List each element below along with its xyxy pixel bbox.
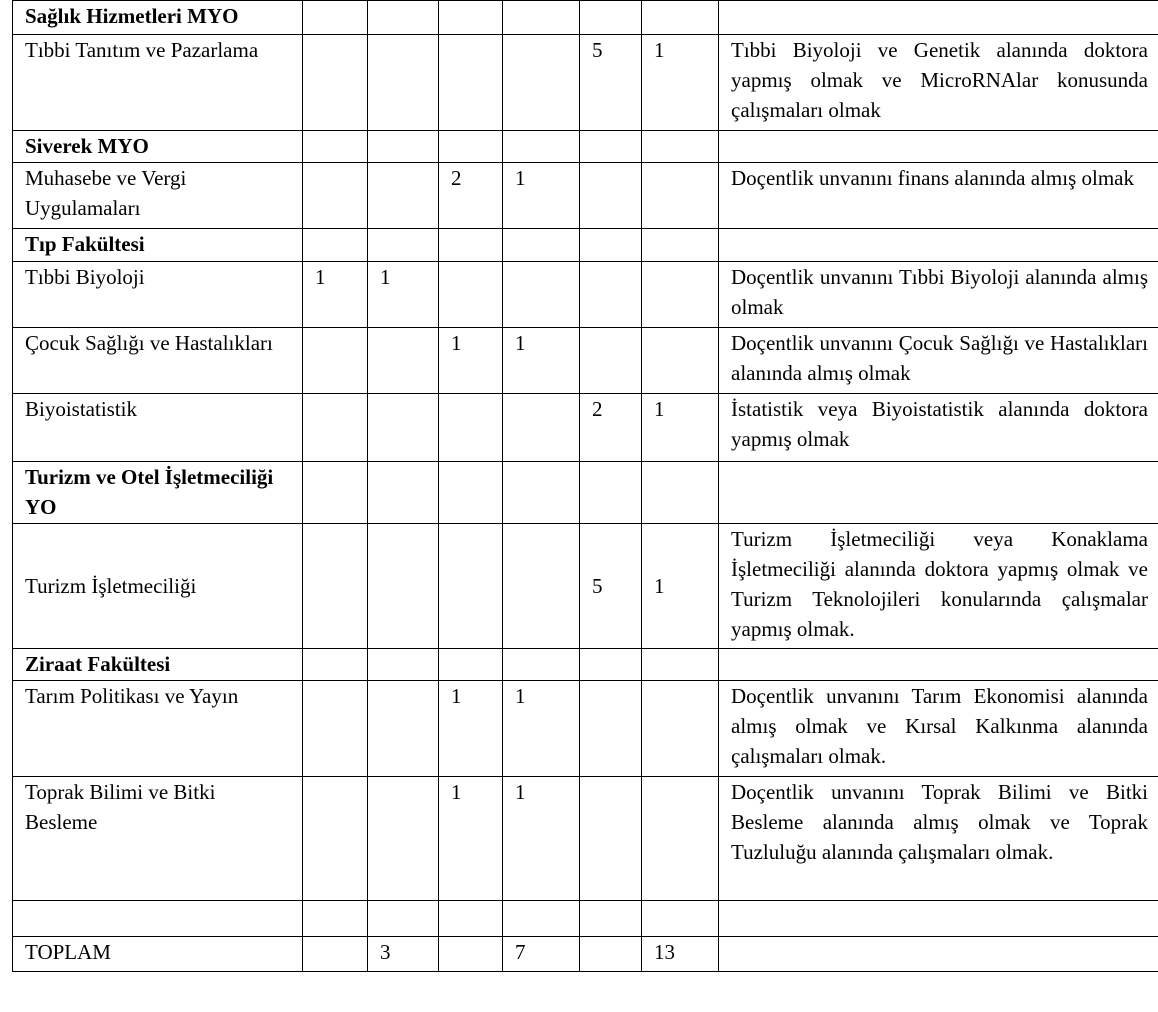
requirement-cell: Doçentlik unvanını Tıbbi Biyoloji alanında almış olmak	[719, 262, 1158, 328]
count-cell-4	[503, 649, 580, 681]
count-cell-4: 1	[503, 681, 580, 777]
section-row	[13, 229, 1158, 262]
department-name: Biyoistatistik	[13, 394, 303, 462]
count-cell-6	[642, 681, 719, 777]
requirement-cell	[719, 1, 1158, 35]
requirement-cell	[719, 462, 1158, 524]
count-cell-1	[303, 163, 368, 229]
count-cell-3	[439, 1, 503, 35]
count-cell-2	[368, 681, 439, 777]
count-cell-2: 1	[368, 262, 439, 328]
count-cell-5: 2	[580, 394, 642, 462]
requirement-cell: Doçentlik unvanını finans alanında almış olmak	[719, 163, 1158, 229]
count-cell-5	[580, 163, 642, 229]
count-cell-2	[368, 462, 439, 524]
count-cell-1	[303, 937, 368, 972]
count-cell-1	[303, 131, 368, 163]
count-cell-6: 13	[642, 937, 719, 972]
count-cell-4	[503, 901, 580, 937]
department-name: Tarım Politikası ve Yayın	[13, 681, 303, 777]
count-cell-2	[368, 131, 439, 163]
count-cell-2	[368, 649, 439, 681]
count-cell-1	[303, 394, 368, 462]
count-cell-4: 1	[503, 163, 580, 229]
count-cell-2	[368, 901, 439, 937]
count-cell-2	[368, 777, 439, 901]
count-cell-4	[503, 35, 580, 131]
count-cell-2	[368, 163, 439, 229]
count-cell-1	[303, 462, 368, 524]
section-row	[13, 462, 1158, 524]
count-cell-4	[503, 262, 580, 328]
table-row	[13, 163, 1158, 229]
requirement-cell: İstatistik veya Biyoistatistik alanında doktora yapmış olmak	[719, 394, 1158, 462]
requirement-cell	[719, 131, 1158, 163]
table-row	[13, 262, 1158, 328]
count-cell-2	[368, 524, 439, 649]
count-cell-3: 1	[439, 328, 503, 394]
count-cell-4	[503, 1, 580, 35]
count-cell-1: 1	[303, 262, 368, 328]
section-row	[13, 131, 1158, 163]
requirement-cell	[719, 649, 1158, 681]
department-name: TOPLAM	[13, 937, 303, 972]
count-cell-6	[642, 131, 719, 163]
count-cell-5	[580, 462, 642, 524]
count-cell-3: 2	[439, 163, 503, 229]
count-cell-4: 1	[503, 328, 580, 394]
count-cell-6	[642, 649, 719, 681]
count-cell-6	[642, 328, 719, 394]
requirement-cell	[719, 229, 1158, 262]
count-cell-3	[439, 901, 503, 937]
count-cell-4	[503, 131, 580, 163]
count-cell-2: 3	[368, 937, 439, 972]
count-cell-6: 1	[642, 35, 719, 131]
count-cell-5	[580, 1, 642, 35]
count-cell-2	[368, 1, 439, 35]
requirement-cell: Doçentlik unvanını Çocuk Sağlığı ve Hastalıkları alanında almış olmak	[719, 328, 1158, 394]
department-name: Toprak Bilimi ve Bitki Besleme	[13, 777, 303, 901]
table-row	[13, 681, 1158, 777]
count-cell-4	[503, 394, 580, 462]
section-row	[13, 649, 1158, 681]
count-cell-1	[303, 649, 368, 681]
count-cell-1	[303, 35, 368, 131]
count-cell-2	[368, 35, 439, 131]
count-cell-6: 1	[642, 524, 719, 649]
count-cell-1	[303, 681, 368, 777]
count-cell-5	[580, 328, 642, 394]
requirement-cell: Doçentlik unvanını Tarım Ekonomisi alanında almış olmak ve Kırsal Kalkınma alanında çalışmaları olmak.	[719, 681, 1158, 777]
count-cell-3	[439, 394, 503, 462]
count-cell-5	[580, 937, 642, 972]
count-cell-5: 5	[580, 524, 642, 649]
total-row	[13, 937, 1158, 972]
requirement-cell: Turizm İşletmeciliği veya Konaklama İşletmeciliği alanında doktora yapmış olmak ve Turizm Teknolojileri konularında çalışmalar yapmış olmak.	[719, 524, 1158, 649]
table-row	[13, 394, 1158, 462]
count-cell-1	[303, 328, 368, 394]
table-row	[13, 524, 1158, 649]
count-cell-4	[503, 462, 580, 524]
table-row	[13, 777, 1158, 901]
count-cell-4	[503, 524, 580, 649]
count-cell-4: 1	[503, 777, 580, 901]
count-cell-1	[303, 524, 368, 649]
count-cell-3	[439, 35, 503, 131]
count-cell-2	[368, 328, 439, 394]
section-title: Turizm ve Otel İşletmeciliği YO	[13, 462, 303, 524]
table-row	[13, 901, 1158, 937]
department-name: Turizm İşletmeciliği	[13, 524, 303, 649]
count-cell-4: 7	[503, 937, 580, 972]
count-cell-6	[642, 163, 719, 229]
section-title: Siverek MYO	[13, 131, 303, 163]
requirement-cell: Tıbbi Biyoloji ve Genetik alanında doktora yapmış olmak ve MicroRNAlar konusunda çalışmaları olmak	[719, 35, 1158, 131]
count-cell-1	[303, 1, 368, 35]
department-name: Muhasebe ve Vergi Uygulamaları	[13, 163, 303, 229]
count-cell-5	[580, 777, 642, 901]
count-cell-3	[439, 462, 503, 524]
requirement-cell	[719, 901, 1158, 937]
count-cell-5	[580, 262, 642, 328]
department-name: Çocuk Sağlığı ve Hastalıkları	[13, 328, 303, 394]
department-name: Tıbbi Biyoloji	[13, 262, 303, 328]
count-cell-6	[642, 462, 719, 524]
count-cell-5: 5	[580, 35, 642, 131]
section-row	[13, 1, 1158, 35]
count-cell-4	[503, 229, 580, 262]
count-cell-1	[303, 777, 368, 901]
count-cell-5	[580, 681, 642, 777]
table-row	[13, 328, 1158, 394]
count-cell-1	[303, 229, 368, 262]
section-title: Ziraat Fakültesi	[13, 649, 303, 681]
count-cell-5	[580, 229, 642, 262]
count-cell-5	[580, 901, 642, 937]
count-cell-3: 1	[439, 681, 503, 777]
count-cell-3	[439, 649, 503, 681]
count-cell-3: 1	[439, 777, 503, 901]
section-title: Tıp Fakültesi	[13, 229, 303, 262]
count-cell-3	[439, 131, 503, 163]
section-title: Sağlık Hizmetleri MYO	[13, 1, 303, 35]
count-cell-6	[642, 777, 719, 901]
staff-position-table	[12, 0, 1158, 972]
count-cell-2	[368, 394, 439, 462]
count-cell-3	[439, 229, 503, 262]
requirement-cell	[719, 937, 1158, 972]
department-name: Tıbbi Tanıtım ve Pazarlama	[13, 35, 303, 131]
department-name	[13, 901, 303, 937]
table-row	[13, 35, 1158, 131]
count-cell-3	[439, 262, 503, 328]
count-cell-5	[580, 131, 642, 163]
count-cell-6	[642, 262, 719, 328]
count-cell-6	[642, 1, 719, 35]
count-cell-2	[368, 229, 439, 262]
count-cell-6	[642, 229, 719, 262]
count-cell-3	[439, 937, 503, 972]
count-cell-3	[439, 524, 503, 649]
count-cell-6	[642, 901, 719, 937]
count-cell-1	[303, 901, 368, 937]
count-cell-5	[580, 649, 642, 681]
count-cell-6: 1	[642, 394, 719, 462]
requirement-cell: Doçentlik unvanını Toprak Bilimi ve Bitki Besleme alanında almış olmak ve Toprak Tuzluluğu alanında çalışmaları olmak.	[719, 777, 1158, 901]
